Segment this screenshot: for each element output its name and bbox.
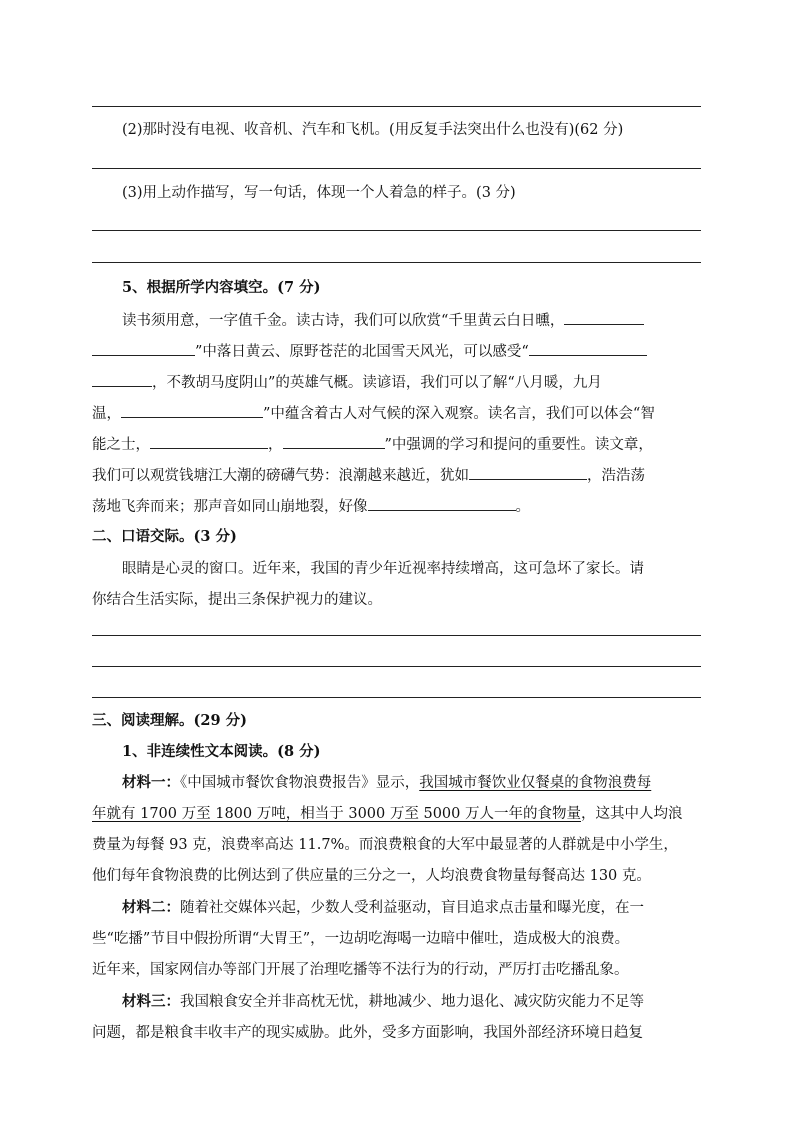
answer-line <box>92 168 701 169</box>
fill-line-4: 温， ”中蕴含着古人对气候的深入观察。读名言，我们可以体会“智 <box>92 402 701 425</box>
material-2-label: 材料二： <box>122 899 180 916</box>
fill-blank[interactable] <box>529 340 647 356</box>
fill-line-3: ，不教胡马度阴山”的英雄气概。读谚语，我们可以了解“八月暖，九月 <box>92 371 701 394</box>
material-2-line-2: 些“吃播”节目中假扮所谓“大胃王”，一边胡吃海喝一边暗中催吐，造成极大的浪费。 <box>92 931 630 947</box>
fill-blank[interactable] <box>283 433 385 449</box>
reading-subsection-title: 1、非连续性文本阅读。(8 分) <box>122 743 321 760</box>
oral-prompt-line-2: 你结合生活实际，提出三条保护视力的建议。 <box>92 592 382 608</box>
fill-line-5: 能之士， ， ”中强调的学习和提问的重要性。读文章， <box>92 433 701 456</box>
material-2-line-3: 近年来，国家网信办等部门开展了治理吃播等不法行为的行动，严厉打击吃播乱象。 <box>92 962 629 978</box>
material-1-line-2: 年就有 1700 万至 1800 万吨，相当于 3000 万至 5000 万人一年的食物量，这其中人均浪 <box>92 806 683 822</box>
answer-line <box>92 666 701 667</box>
reading-section-title: 三、阅读理解。(29 分) <box>92 712 247 729</box>
section-5-title: 5、根据所学内容填空。(7 分) <box>122 279 321 296</box>
material-2-line-1: 材料二：随着社交媒体兴起，少数人受利益驱动，盲目追求点击量和曝光度，在一 <box>122 899 644 916</box>
fill-blank[interactable] <box>92 371 152 387</box>
fill-line-2: ”中落日黄云、原野苍茫的北国雪天风光，可以感受“ <box>92 340 701 363</box>
question-2: (2)那时没有电视、收音机、汽车和飞机。(用反复手法突出什么也没有)(62 分) <box>122 122 624 138</box>
oral-section-title: 二、口语交际。(3 分) <box>92 528 237 545</box>
fill-blank[interactable] <box>469 464 587 480</box>
answer-line <box>92 262 701 263</box>
material-3-line-2: 问题，都是粮食丰收丰产的现实威胁。此外，受多方面影响，我国外部经济环境日趋复 <box>92 1025 643 1041</box>
material-1-line-4: 他们每年食物浪费的比例达到了供应量的三分之一，人均浪费食物量每餐高达 130 克。 <box>92 868 651 884</box>
answer-line <box>92 697 701 698</box>
answer-line <box>92 635 701 636</box>
oral-prompt-line-1: 眼睛是心灵的窗口。近年来，我国的青少年近视率持续增高，这可急坏了家长。请 <box>122 561 644 577</box>
fill-line-1: 读书须用意，一字值千金。读古诗，我们可以欣赏“千里黄云白日曛， <box>122 309 701 332</box>
fill-blank[interactable] <box>368 495 516 511</box>
question-3: (3)用上动作描写，写一句话，体现一个人着急的样子。(3 分) <box>122 185 516 201</box>
material-3-line-1: 材料三：我国粮食安全并非高枕无忧，耕地减少、地力退化、减灾防灾能力不足等 <box>122 993 644 1010</box>
answer-line <box>92 106 701 107</box>
fill-blank[interactable] <box>150 433 268 449</box>
fill-blank[interactable] <box>92 340 195 356</box>
material-3-label: 材料三： <box>122 993 180 1010</box>
fill-line-7: 荡地飞奔而来；那声音如同山崩地裂，好像 。 <box>92 495 701 518</box>
fill-blank[interactable] <box>121 402 263 418</box>
fill-blank[interactable] <box>564 309 644 325</box>
fill-line-6: 我们可以观赏钱塘江大潮的磅礴气势：浪潮越来越近，犹如 ，浩浩荡 <box>92 464 701 487</box>
material-1-line-3: 费量为每餐 93 克，浪费率高达 11.7%。而浪费粮食的大军中最显著的人群就是中小学生， <box>92 837 678 853</box>
material-1-line-1: 材料一：《中国城市餐饮食物浪费报告》显示，我国城市餐饮业仅餐桌的食物浪费每 <box>122 774 652 791</box>
material-1-label: 材料一： <box>122 774 180 791</box>
answer-line <box>92 230 701 231</box>
